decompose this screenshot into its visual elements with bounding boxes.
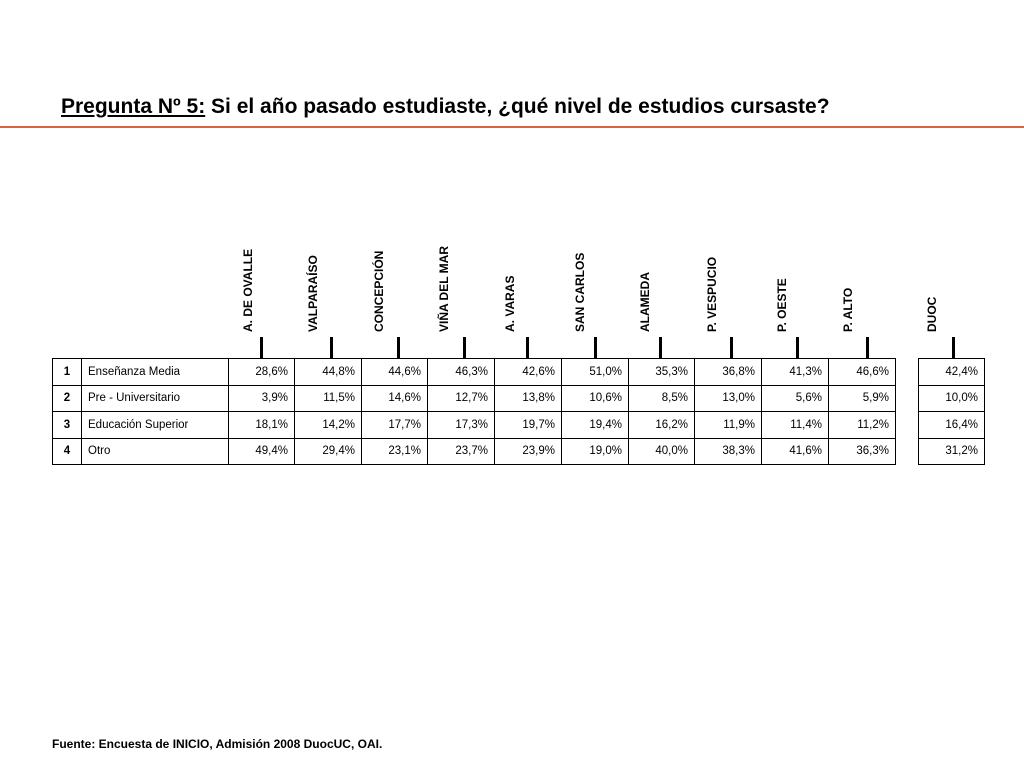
duoc-cell: 16,4% [919,412,985,439]
table-cell: 11,9% [695,412,762,439]
column-header-alameda: ALAMEDA [638,272,652,332]
column-header-a-varas: A. VARAS [503,275,517,332]
table-cell: 11,5% [295,385,362,412]
table-cell: 29,4% [295,438,362,465]
page-title [61,94,830,120]
table-row [53,438,896,465]
table-cell: 17,3% [428,412,495,439]
table-cell: 12,7% [428,385,495,412]
duoc-cell: 42,4% [919,359,985,386]
source-note: Fuente: Encuesta de INICIO, Admisión 2008 DuocUC, OAI. [52,737,383,751]
table-cell: 19,0% [562,438,629,465]
table-row [53,385,896,412]
row-label: Pre - Universitario [82,385,229,412]
table-cell: 36,3% [829,438,896,465]
table-cell: 13,0% [695,385,762,412]
table-cell: 13,8% [495,385,562,412]
table-row [53,412,896,439]
column-tick [796,337,799,358]
table-cell: 46,3% [428,359,495,386]
table-cell: 18,1% [229,412,295,439]
row-label: Otro [82,438,229,465]
table-row [919,438,985,465]
table-cell: 44,8% [295,359,362,386]
table-cell: 3,9% [229,385,295,412]
column-header-valparaiso: VALPARAÍSO [306,255,320,332]
table-cell: 8,5% [629,385,695,412]
row-label: Educación Superior [82,412,229,439]
table-cell: 11,2% [829,412,896,439]
table-cell: 35,3% [629,359,695,386]
column-header-a-de-ovalle: A. DE OVALLE [241,248,255,332]
row-index: 3 [53,412,82,439]
table-cell: 23,9% [495,438,562,465]
column-tick [330,337,333,358]
table-cell: 17,7% [362,412,428,439]
table-cell: 38,3% [695,438,762,465]
question-text: Si el año pasado estudiaste, ¿qué nivel de estudios cursaste? [205,95,830,118]
table-cell: 44,6% [362,359,428,386]
column-header-p-alto: P. ALTO [841,287,855,332]
table-cell: 28,6% [229,359,295,386]
duoc-cell: 31,2% [919,438,985,465]
table-cell: 46,6% [829,359,896,386]
table-cell: 41,6% [762,438,829,465]
column-header-duoc: DUOC [925,296,939,332]
table-row [919,385,985,412]
column-tick [952,337,955,358]
table-row [919,412,985,439]
row-index: 1 [53,359,82,386]
table-cell: 10,6% [562,385,629,412]
row-index: 2 [53,385,82,412]
title-divider [0,126,1024,128]
table-cell: 19,7% [495,412,562,439]
column-header-p-vespucio: P. VESPUCIO [705,256,719,332]
column-header-san-carlos: SAN CARLOS [573,252,587,332]
column-header-vina-del-mar: VIÑA DEL MAR [437,245,451,332]
column-tick [659,337,662,358]
table-cell: 49,4% [229,438,295,465]
row-label: Enseñanza Media [82,359,229,386]
table-cell: 5,6% [762,385,829,412]
column-header-concepcion: CONCEPCIÓN [372,250,386,332]
column-header-p-oeste: P. OESTE [775,278,789,332]
column-tick [866,337,869,358]
duoc-table [918,358,985,465]
table-cell: 23,7% [428,438,495,465]
table-cell: 14,6% [362,385,428,412]
table-cell: 23,1% [362,438,428,465]
question-number: Pregunta Nº 5: [61,95,206,118]
table-cell: 16,2% [629,412,695,439]
table-cell: 19,4% [562,412,629,439]
duoc-cell: 10,0% [919,385,985,412]
results-table [52,358,896,465]
column-tick [594,337,597,358]
table-row [53,359,896,386]
column-tick [526,337,529,358]
table-cell: 14,2% [295,412,362,439]
column-tick [730,337,733,358]
table-cell: 40,0% [629,438,695,465]
table-cell: 36,8% [695,359,762,386]
column-tick [463,337,466,358]
column-tick [397,337,400,358]
table-row [919,359,985,386]
column-tick [260,337,263,358]
table-cell: 51,0% [562,359,629,386]
row-index: 4 [53,438,82,465]
table-cell: 41,3% [762,359,829,386]
table-cell: 5,9% [829,385,896,412]
table-cell: 42,6% [495,359,562,386]
table-cell: 11,4% [762,412,829,439]
